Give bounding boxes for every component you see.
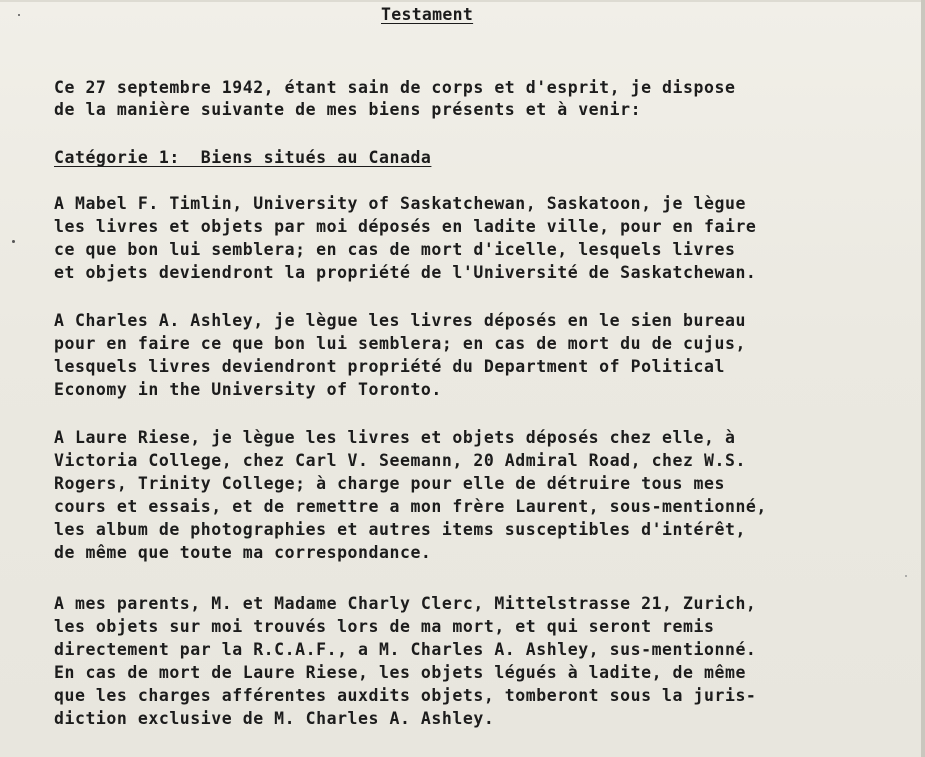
paragraph-1-line-3: ce que bon lui semblera; en cas de mort d'icelle, lesquels livres bbox=[54, 240, 736, 259]
paragraph-4-line-1: A mes parents, M. et Madame Charly Clerc, Mittelstrasse 21, Zurich, bbox=[54, 594, 757, 613]
paragraph-4-line-3: directement par la R.C.A.F., a M. Charles A. Ashley, sus-mentionné. bbox=[54, 640, 757, 659]
paper-speck bbox=[18, 14, 20, 16]
paragraph-2-line-3: lesquels livres deviendront propriété du Department of Political bbox=[54, 357, 725, 376]
paragraph-3-line-6: de même que toute ma correspondance. bbox=[54, 543, 432, 562]
category-heading: Catégorie 1: Biens situés au Canada bbox=[54, 148, 432, 167]
paragraph-4-line-5: que les charges afférentes auxdits objets, tomberont sous la juris- bbox=[54, 686, 757, 705]
paragraph-3-line-1: A Laure Riese, je lègue les livres et objets déposés chez elle, à bbox=[54, 428, 736, 447]
paragraph-3-line-2: Victoria College, chez Carl V. Seemann, 20 Admiral Road, chez W.S. bbox=[54, 451, 746, 470]
paragraph-4-line-6: diction exclusive de M. Charles A. Ashley. bbox=[54, 709, 495, 728]
paragraph-2-line-1: A Charles A. Ashley, je lègue les livres déposés en le sien bureau bbox=[54, 311, 746, 330]
paragraph-1-line-4: et objets deviendront la propriété de l'Université de Saskatchewan. bbox=[54, 263, 757, 282]
page-right-edge bbox=[921, 0, 925, 757]
paragraph-3-line-3: Rogers, Trinity College; à charge pour elle de détruire tous mes bbox=[54, 474, 725, 493]
paragraph-4-line-2: les objets sur moi trouvés lors de ma mort, et qui seront remis bbox=[54, 617, 715, 636]
paragraph-3-line-4: cours et essais, et de remettre a mon frère Laurent, sous-mentionné, bbox=[54, 497, 767, 516]
paper-speck bbox=[905, 575, 907, 577]
document-title: Testament bbox=[381, 5, 474, 24]
paragraph-2-line-4: Economy in the University of Toronto. bbox=[54, 380, 442, 399]
intro-line-2: de la manière suivante de mes biens présents et à venir: bbox=[54, 100, 642, 119]
paragraph-2-line-2: pour en faire ce que bon lui semblera; en cas de mort du de cujus, bbox=[54, 334, 746, 353]
paragraph-3-line-5: les album de photographies et autres items susceptibles d'intérêt, bbox=[54, 520, 746, 539]
intro-line-1: Ce 27 septembre 1942, étant sain de corps et d'esprit, je dispose bbox=[54, 78, 736, 97]
paragraph-1-line-1: A Mabel F. Timlin, University of Saskatchewan, Saskatoon, je lègue bbox=[54, 194, 746, 213]
paragraph-4-line-4: En cas de mort de Laure Riese, les objets légués à ladite, de même bbox=[54, 663, 746, 682]
paper-speck bbox=[12, 240, 15, 243]
paragraph-1-line-2: les livres et objets par moi déposés en ladite ville, pour en faire bbox=[54, 217, 757, 236]
page-top-edge bbox=[0, 0, 925, 2]
